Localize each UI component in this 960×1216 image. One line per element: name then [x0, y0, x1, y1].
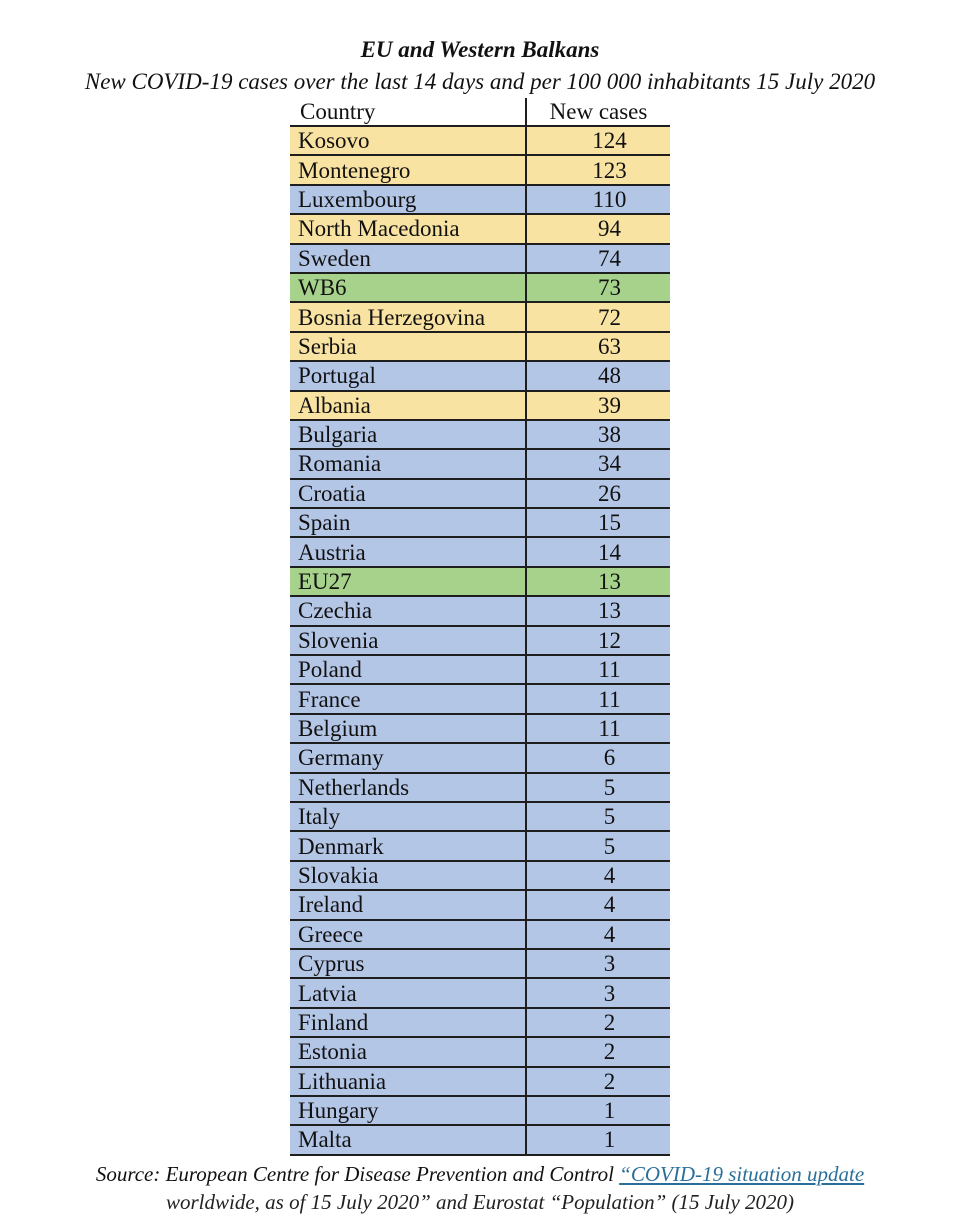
new-cases-cell: 3 — [526, 949, 670, 978]
source-prefix: Source: European Centre for Disease Prevention and Control — [95, 1162, 614, 1186]
country-cell: Italy — [290, 802, 526, 831]
new-cases-cell: 11 — [526, 714, 670, 743]
country-cell: Poland — [290, 655, 526, 684]
country-cell: Kosovo — [290, 126, 526, 155]
table-row — [290, 714, 670, 743]
table-row — [290, 861, 670, 890]
new-cases-cell: 5 — [526, 831, 670, 860]
country-cell: Bosnia Herzegovina — [290, 302, 526, 331]
column-header-country: Country — [290, 98, 526, 126]
country-cell: Germany — [290, 743, 526, 772]
table-row — [290, 391, 670, 420]
country-cell: Austria — [290, 537, 526, 566]
country-cell: Luxembourg — [290, 185, 526, 214]
new-cases-cell: 4 — [526, 920, 670, 949]
new-cases-cell: 73 — [526, 273, 670, 302]
country-cell: Denmark — [290, 831, 526, 860]
table-row — [290, 214, 670, 243]
cases-table — [290, 98, 670, 1156]
country-cell: Malta — [290, 1125, 526, 1154]
table-row — [290, 1008, 670, 1037]
new-cases-cell: 3 — [526, 978, 670, 1007]
table-row — [290, 949, 670, 978]
table-row — [290, 773, 670, 802]
column-header-new-cases: New cases — [526, 98, 670, 126]
table-row — [290, 626, 670, 655]
table-row — [290, 920, 670, 949]
table-row — [290, 831, 670, 860]
country-cell: Bulgaria — [290, 420, 526, 449]
new-cases-cell: 6 — [526, 743, 670, 772]
country-cell: Spain — [290, 508, 526, 537]
table-row — [290, 126, 670, 155]
table-row — [290, 596, 670, 625]
country-cell: Albania — [290, 391, 526, 420]
new-cases-cell: 13 — [526, 567, 670, 596]
new-cases-cell: 2 — [526, 1008, 670, 1037]
new-cases-cell: 11 — [526, 655, 670, 684]
new-cases-cell: 48 — [526, 361, 670, 390]
country-cell: Croatia — [290, 479, 526, 508]
new-cases-cell: 38 — [526, 420, 670, 449]
table-row — [290, 155, 670, 184]
new-cases-cell: 74 — [526, 244, 670, 273]
country-cell: Lithuania — [290, 1067, 526, 1096]
country-cell: Hungary — [290, 1096, 526, 1125]
table-row — [290, 273, 670, 302]
table-row — [290, 332, 670, 361]
new-cases-cell: 4 — [526, 861, 670, 890]
country-cell: Slovakia — [290, 861, 526, 890]
source-link[interactable]: “COVID-19 situation update — [619, 1162, 865, 1186]
new-cases-cell: 110 — [526, 185, 670, 214]
new-cases-cell: 1 — [526, 1125, 670, 1154]
country-cell: EU27 — [290, 567, 526, 596]
country-cell: Montenegro — [290, 155, 526, 184]
table-row — [290, 420, 670, 449]
new-cases-cell: 5 — [526, 773, 670, 802]
table-body — [290, 126, 670, 1155]
country-cell: Greece — [290, 920, 526, 949]
country-cell: Romania — [290, 449, 526, 478]
table-row — [290, 185, 670, 214]
table-row — [290, 537, 670, 566]
country-cell: France — [290, 684, 526, 713]
source-note-line2: worldwide, as of 15 July 2020” and Eurostat “Population” (15 July 2020) — [165, 1190, 795, 1214]
country-cell: Czechia — [290, 596, 526, 625]
new-cases-cell: 26 — [526, 479, 670, 508]
country-cell: Latvia — [290, 978, 526, 1007]
new-cases-cell: 94 — [526, 214, 670, 243]
new-cases-cell: 15 — [526, 508, 670, 537]
new-cases-cell: 124 — [526, 126, 670, 155]
table-row — [290, 244, 670, 273]
country-cell: Netherlands — [290, 773, 526, 802]
country-cell: Cyprus — [290, 949, 526, 978]
country-cell: Slovenia — [290, 626, 526, 655]
table-row — [290, 449, 670, 478]
new-cases-cell: 1 — [526, 1096, 670, 1125]
table-row — [290, 302, 670, 331]
country-cell: WB6 — [290, 273, 526, 302]
country-cell: Finland — [290, 1008, 526, 1037]
table-row — [290, 802, 670, 831]
new-cases-cell: 12 — [526, 626, 670, 655]
table-row — [290, 361, 670, 390]
new-cases-cell: 39 — [526, 391, 670, 420]
table-row — [290, 1125, 670, 1154]
table-row — [290, 684, 670, 713]
new-cases-cell: 14 — [526, 537, 670, 566]
new-cases-cell: 2 — [526, 1067, 670, 1096]
table-row — [290, 978, 670, 1007]
table-row — [290, 479, 670, 508]
source-note — [0, 1160, 960, 1188]
new-cases-cell: 123 — [526, 155, 670, 184]
table-row — [290, 890, 670, 919]
country-cell: Serbia — [290, 332, 526, 361]
new-cases-cell: 4 — [526, 890, 670, 919]
new-cases-cell: 2 — [526, 1037, 670, 1066]
table-row — [290, 508, 670, 537]
country-cell: Estonia — [290, 1037, 526, 1066]
document-title: EU and Western Balkans — [360, 37, 600, 62]
country-cell: Ireland — [290, 890, 526, 919]
country-cell: Sweden — [290, 244, 526, 273]
new-cases-cell: 63 — [526, 332, 670, 361]
table-row — [290, 567, 670, 596]
table-row — [290, 655, 670, 684]
table-row — [290, 743, 670, 772]
country-cell: Portugal — [290, 361, 526, 390]
new-cases-cell: 5 — [526, 802, 670, 831]
country-cell: North Macedonia — [290, 214, 526, 243]
document-subtitle: New COVID-19 cases over the last 14 days and per 100 000 inhabitants 15 July 2020 — [84, 69, 876, 94]
table-row — [290, 1037, 670, 1066]
new-cases-cell: 13 — [526, 596, 670, 625]
table-row — [290, 1096, 670, 1125]
new-cases-cell: 34 — [526, 449, 670, 478]
new-cases-cell: 11 — [526, 684, 670, 713]
new-cases-cell: 72 — [526, 302, 670, 331]
table-row — [290, 1067, 670, 1096]
country-cell: Belgium — [290, 714, 526, 743]
table-header-row — [290, 98, 670, 126]
